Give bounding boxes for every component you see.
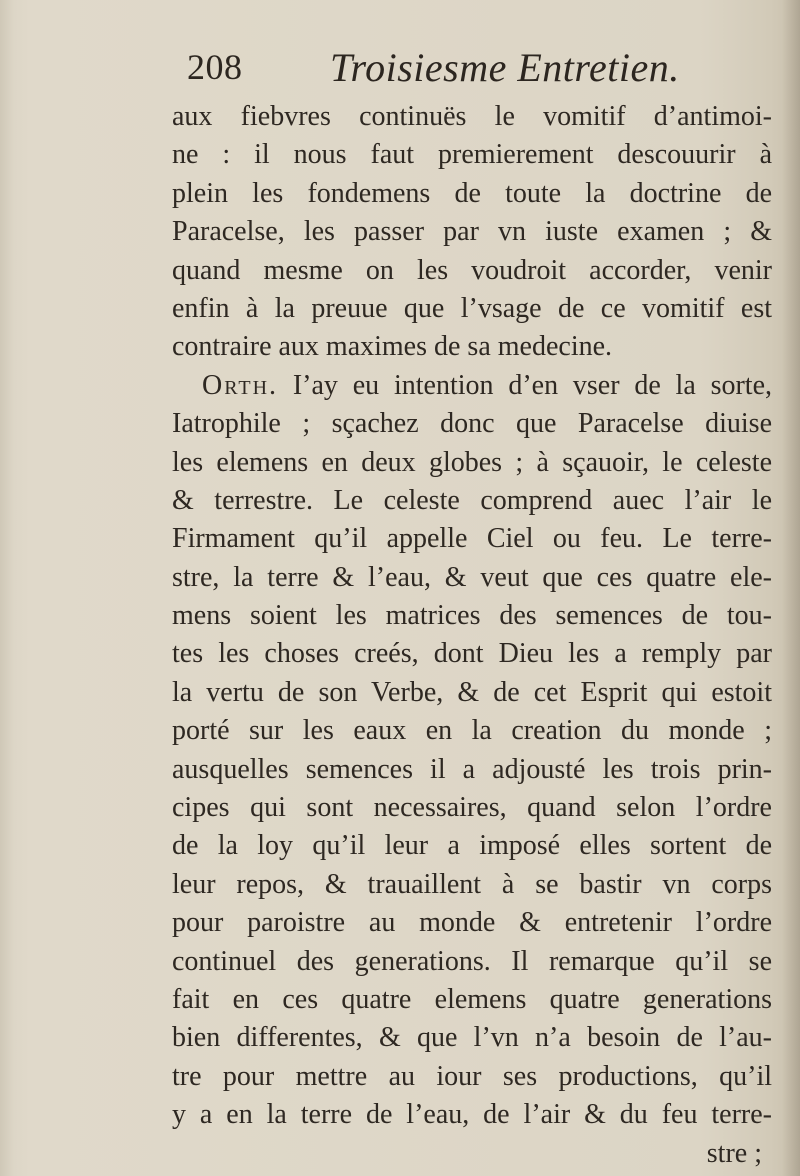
running-head [187, 42, 747, 92]
text-line: Firmament qu’il appelle Ciel ou feu. Le terre- [172, 523, 772, 555]
text-line: bien differentes, & que l’vn n’a besoin de l’au- [172, 1022, 772, 1054]
text-line: enfin à la preuue que l’vsage de ce vomitif est [172, 292, 772, 324]
running-title: Troisiesme Entretien. [330, 45, 680, 90]
body-text [172, 98, 772, 1173]
text-line: & terrestre. Le celeste comprend auec l’air le [172, 484, 772, 516]
text-line: fait en ces quatre elemens quatre generations [172, 983, 772, 1015]
text-line: y a en la terre de l’eau, de l’air & du feu terre- [172, 1099, 772, 1131]
speaker-name: Orth. [202, 369, 279, 401]
text-line: ne : il nous faut premierement descouurir à [172, 139, 772, 171]
text-line: les elemens en deux globes ; à sçauoir, le celeste [172, 446, 772, 478]
text-line: aux fiebvres continuës le vomitif d’antimoi- [172, 101, 772, 132]
text-line: porté sur les eaux en la creation du monde ; [172, 715, 772, 747]
speaker-line [172, 367, 772, 405]
text-line: mens soient les matrices des semences de tou- [172, 600, 772, 632]
text-line: plein les fondemens de toute la doctrine de [172, 177, 772, 209]
text-line: continuel des generations. Il remarque qu’il se [172, 945, 772, 977]
text-line: Paracelse, les passer par vn iuste examen ; & [172, 216, 772, 248]
text-line: quand mesme on les voudroit accorder, venir [172, 254, 772, 286]
text-line: cipes qui sont necessaires, quand selon l’ordre [172, 792, 772, 824]
text-line: contraire aux maximes de sa medecine. [172, 331, 613, 363]
text-line: pour paroistre au monde & entretenir l’ordre [172, 907, 772, 939]
text-line: stre, la terre & l’eau, & veut que ces quatre ele- [172, 561, 772, 593]
page-edge-shadow [782, 0, 800, 1176]
text-line: la vertu de son Verbe, & de cet Esprit qui estoit [172, 676, 772, 708]
text-line: tre pour mettre au iour ses productions, qu’il [172, 1060, 772, 1092]
text-line: Iatrophile ; sçachez donc que Paracelse diuise [172, 408, 772, 440]
text-line: de la loy qu’il leur a imposé elles sortent de [172, 830, 772, 862]
page-number: 208 [187, 47, 243, 87]
speaker-line-text: I’ay eu intention d’en vser de la sorte, [292, 369, 773, 401]
text-line: tes les choses creés, dont Dieu les a remply par [172, 638, 772, 670]
catchword: stre ; [706, 1137, 762, 1169]
text-line: leur repos, & trauaillent à se bastir vn corps [172, 868, 772, 900]
text-line: ausquelles semences il a adjousté les trois prin- [172, 753, 772, 785]
